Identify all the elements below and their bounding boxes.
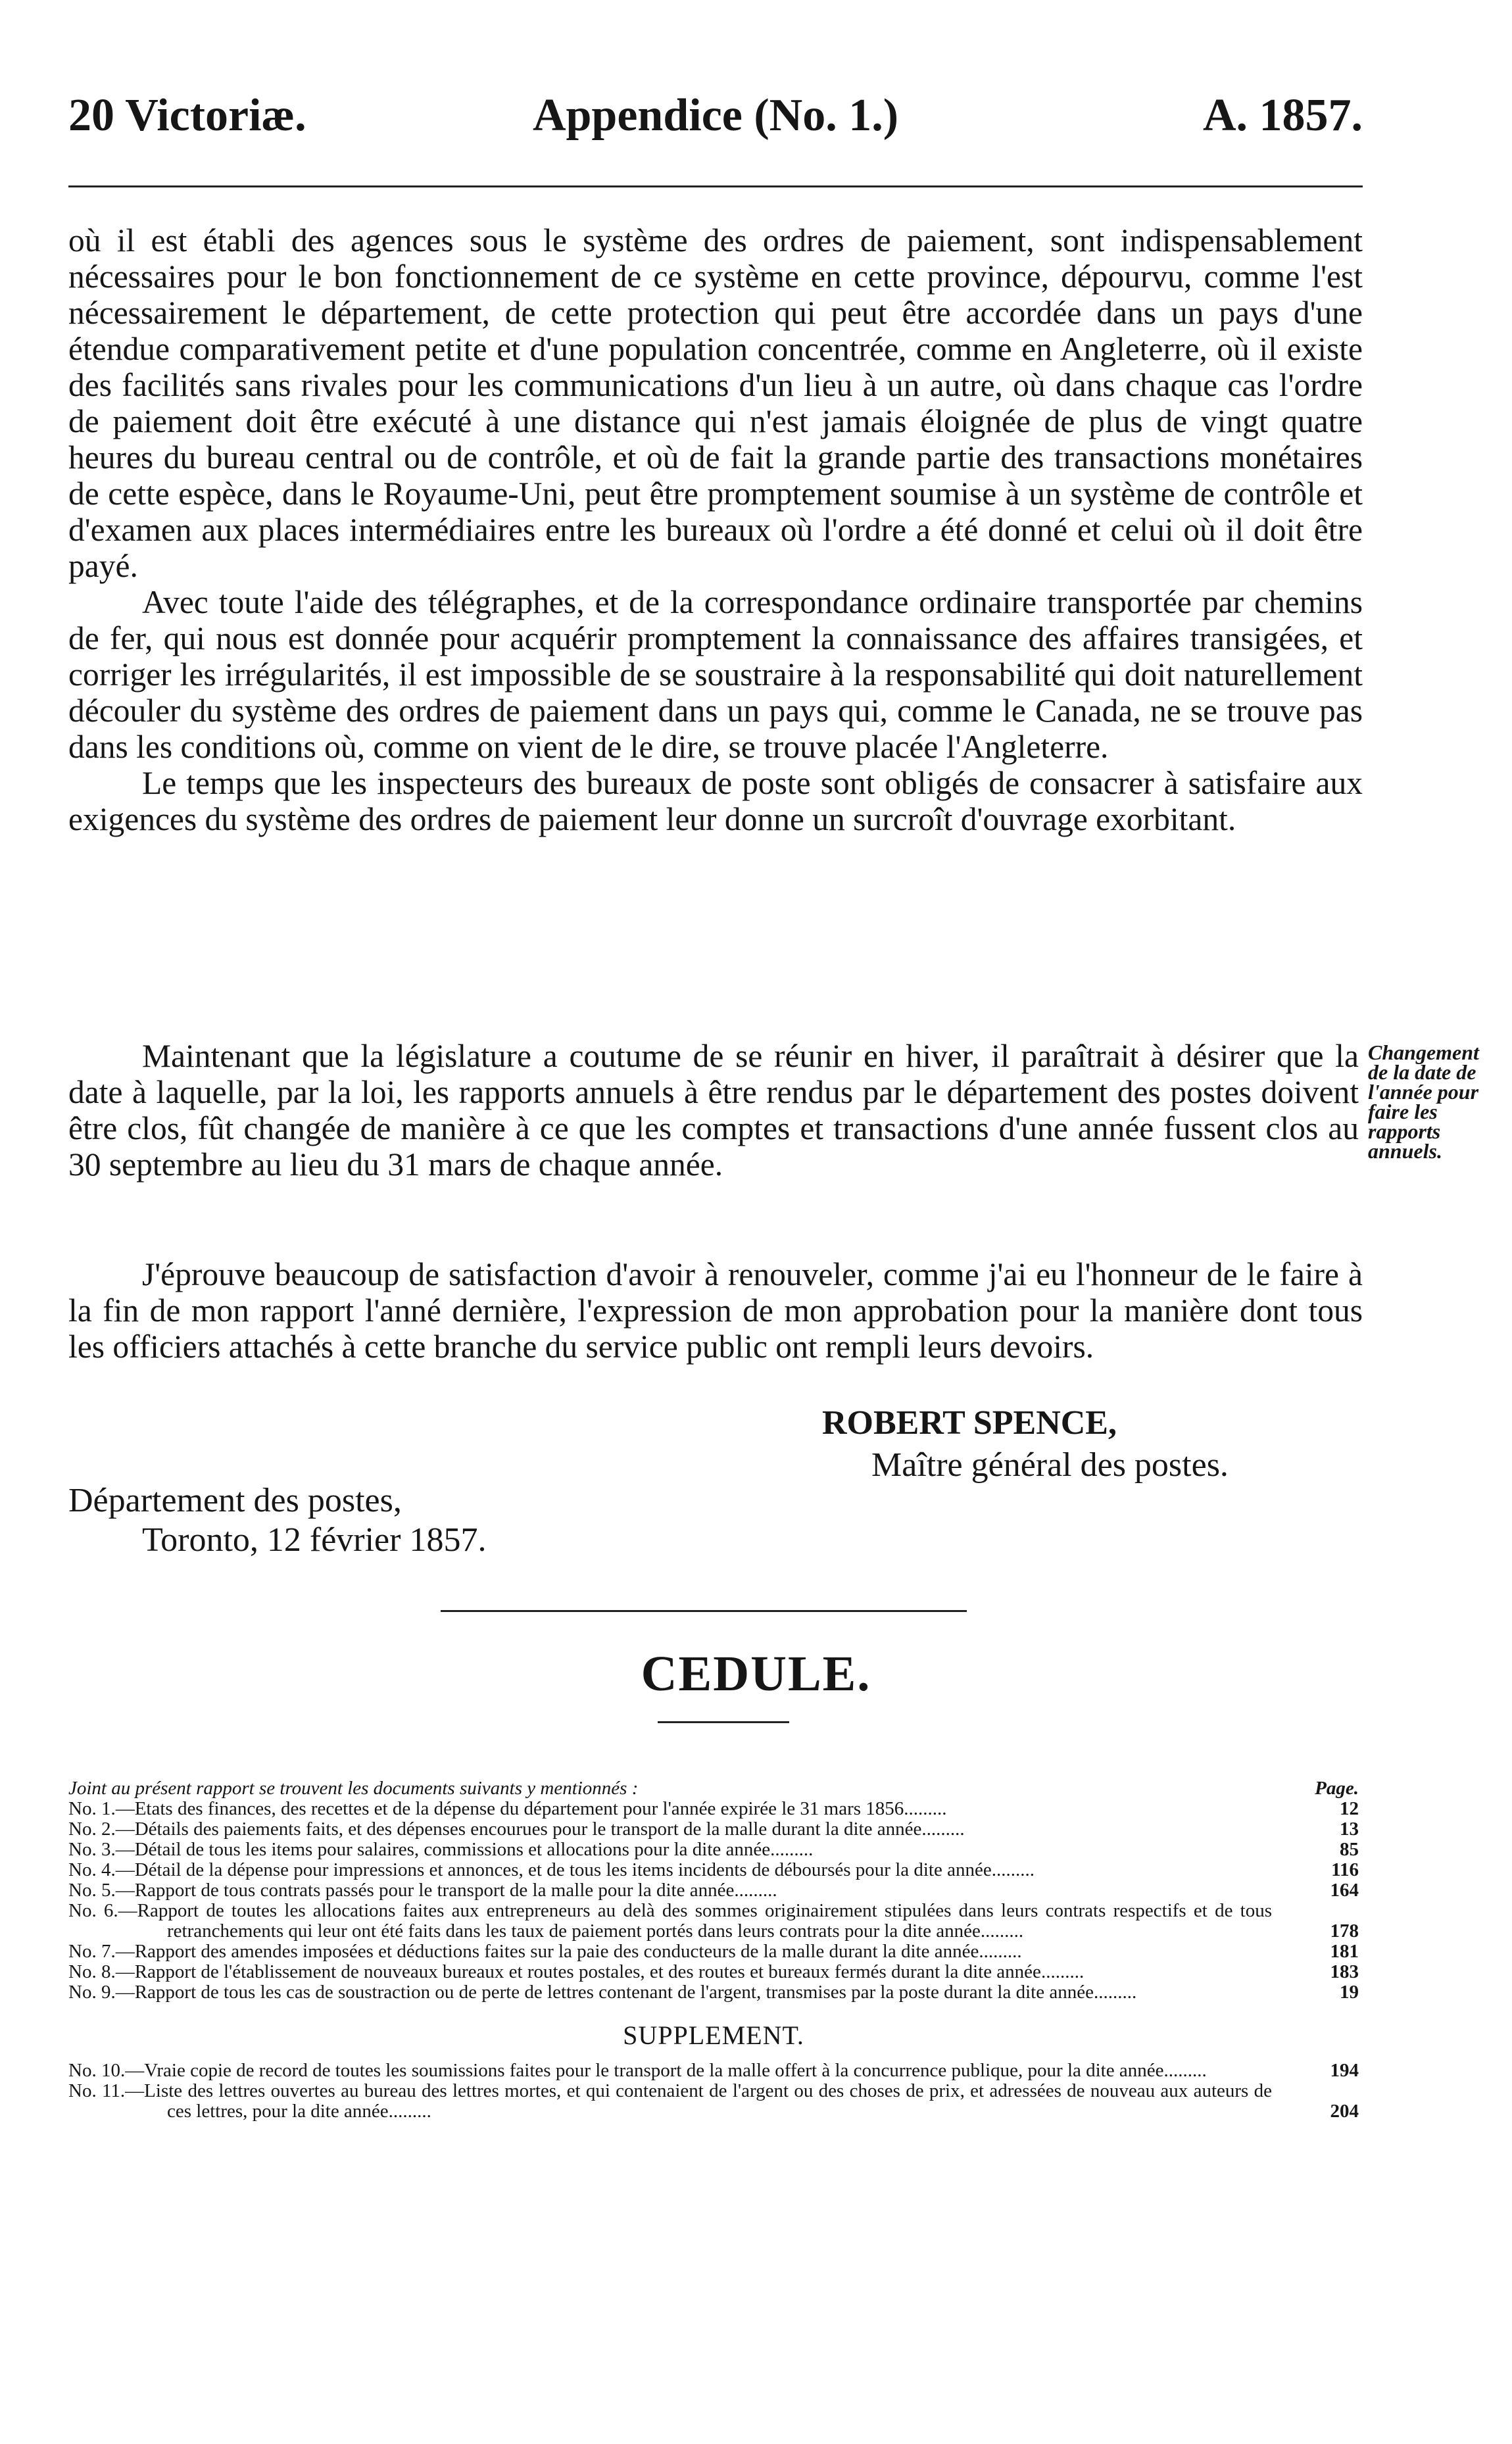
leader-dots: ......... <box>1093 1982 1137 2003</box>
dateline <box>68 1481 726 1560</box>
leader-dots: ......... <box>388 2101 431 2122</box>
cedule-underline <box>658 1721 789 1723</box>
cedule-row-number: No. 9. <box>68 1982 116 2003</box>
cedule-row <box>68 1840 1359 1860</box>
cedule-row-number: No. 6. <box>68 1900 118 1921</box>
header-appendix: Appendice (No. 1.) <box>532 90 899 141</box>
cedule-row-text <box>68 1962 1272 1982</box>
cedule-row-number: No. 7. <box>68 1941 116 1962</box>
page-header <box>68 84 1363 147</box>
leader-dots: ......... <box>1040 1961 1085 1982</box>
dateline-department: Département des postes, <box>68 1482 402 1519</box>
paragraph-1: où il est établi des agences sous le système des ordres de paiement, sont indispensablement nécessaires pour le bon fonctionnement de ce système en cette province, dépourvu, comme l'est nécessairement le département, de cette protection qui peut être accordée dans un pays d'une étendue comparativement petite et d'une population concentrée, comme en Angleterre, où il existe des facilités sans rivales pour les communications d'un lieu à un autre, où dans chaque cas l'ordre de paiement doit être exécuté à une distance qui n'est jamais éloignée de plus de vingt quatre heures du bureau central ou de contrôle, et où de fait la grande partie des transactions monétaires de cette espèce, dans le Royaume-Uni, peut être promptement soumise à un système de contrôle et d'examen aux places intermédiaires entre les bureaux où l'ordre a été donné et celui où il doit être payé. <box>68 222 1363 584</box>
leader-dots: ......... <box>980 1920 1024 1942</box>
header-session: 20 Victoriæ. <box>68 90 306 141</box>
cedule-row-number: No. 5. <box>68 1880 116 1901</box>
cedule-intro: Joint au présent rapport se trouvent les documents suivants y mentionnés : <box>68 1778 639 1799</box>
cedule-row-number: No. 11. <box>68 2080 126 2101</box>
cedule-row-page: 85 <box>1340 1839 1359 1860</box>
cedule-row-description: —Etats des finances, des recettes et de la dépense du département pour l'année expirée le 31 mars 1856 <box>115 1798 904 1819</box>
cedule-row-number: No. 1. <box>68 1798 116 1819</box>
body-block-2 <box>68 1038 1359 1183</box>
cedule-row-page: 194 <box>1330 2060 1359 2081</box>
cedule-title: CEDULE. <box>641 1646 871 1701</box>
cedule-row-description: —Rapport de tous les cas de soustraction ou de perte de lettres contenant de l'argent, transmises par la poste durant la dite année <box>115 1982 1094 2003</box>
cedule-row-description: —Vraie copie de record de toutes les soumissions faites pour le transport de la malle offert à la concurrence publique, pour la dite année <box>125 2060 1164 2081</box>
cedule-page-heading: Page. <box>1315 1778 1359 1799</box>
cedule-row-text <box>68 2081 1272 2122</box>
leader-dots: ......... <box>1163 2060 1207 2081</box>
margin-note: Changement de la date de l'année pour faire les rapports annuels. <box>1368 1040 1479 1163</box>
cedule-row-text <box>68 2061 1272 2081</box>
cedule-row-description: —Rapport de l'établissement de nouveaux bureaux et routes postales, et des routes et bureaux fermés durant la dite année <box>115 1961 1041 1982</box>
cedule-row-text <box>68 1942 1272 1962</box>
leader-dots: ......... <box>921 1819 965 1840</box>
header-year: A. 1857. <box>1202 90 1363 141</box>
body-block-1 <box>68 222 1363 837</box>
signature-name: ROBERT SPENCE, <box>822 1404 1117 1442</box>
cedule-list <box>68 1778 1359 2122</box>
paragraph-4: Maintenant que la législature a coutume de se réunir en hiver, il paraîtrait à désirer que la date à laquelle, par la loi, les rapports annuels à être rendus par le département des postes doivent être clos, fût changée de manière à ce que les comptes et transactions d'une année fussent clos au 30 septembre au lieu du 31 mars de chaque année. <box>68 1038 1359 1183</box>
cedule-row-description: —Détail de la dépense pour impressions et annonces, et de tous les items incidents de déboursés pour la dite année <box>115 1859 992 1880</box>
cedule-row-page: 116 <box>1331 1859 1359 1880</box>
leader-dots: ......... <box>991 1859 1035 1880</box>
cedule-row <box>68 1982 1359 2003</box>
cedule-row-page: 183 <box>1330 1961 1359 1982</box>
cedule-row <box>68 1819 1359 1840</box>
cedule-row-number: No. 8. <box>68 1961 116 1982</box>
cedule-row-page: 12 <box>1340 1798 1359 1819</box>
cedule-row-text <box>68 1799 1272 1819</box>
cedule-row <box>68 2061 1359 2081</box>
cedule-row-number: No. 4. <box>68 1859 116 1880</box>
paragraph-3: Le temps que les inspecteurs des bureaux de poste sont obligés de consacrer à satisfaire aux exigences du système des ordres de paiement leur donne un surcroît d'ouvrage exorbitant. <box>68 765 1363 837</box>
cedule-row-page: 13 <box>1340 1819 1359 1840</box>
dateline-place-date: Toronto, 12 février 1857. <box>142 1521 487 1559</box>
cedule-row-number: No. 10. <box>68 2060 126 2081</box>
cedule-row-text <box>68 1840 1272 1860</box>
cedule-row-page: 178 <box>1330 1920 1359 1942</box>
signature-block <box>822 1402 1361 1486</box>
cedule-row <box>68 1962 1359 1982</box>
cedule-row <box>68 1942 1359 1962</box>
supplement-title: SUPPLEMENT. <box>623 2020 804 2050</box>
body-block-3 <box>68 1256 1363 1365</box>
cedule-row-text <box>68 1819 1272 1840</box>
signature-title: Maître général des postes. <box>871 1446 1229 1484</box>
cedule-row-text <box>68 1860 1272 1880</box>
header-rule <box>68 185 1363 187</box>
cedule-row-text <box>68 1982 1272 2003</box>
cedule-row-number: No. 2. <box>68 1819 116 1840</box>
cedule-row <box>68 1860 1359 1880</box>
cedule-row <box>68 1799 1359 1819</box>
cedule-row-text <box>68 1901 1272 1942</box>
cedule-items <box>68 1799 1359 2003</box>
supplement-items <box>68 2061 1359 2122</box>
cedule-row <box>68 2081 1359 2122</box>
cedule-row-page: 19 <box>1340 1982 1359 2003</box>
cedule-row-description: —Détail de tous les items pour salaires, commissions et allocations pour la dite année <box>115 1839 771 1860</box>
cedule-row-description: —Liste des lettres ouvertes au bureau des lettres mortes, et qui contenaient de l'argent ou des choses de prix, et adressées de nouveau aux auteurs de ces lettres, pour la dite année <box>125 2080 1272 2122</box>
leader-dots: ......... <box>904 1798 947 1819</box>
leader-dots: ......... <box>770 1839 814 1860</box>
cedule-row-description: —Rapport de tous contrats passés pour le transport de la malle pour la dite année <box>115 1880 735 1901</box>
paragraph-2: Avec toute l'aide des télégraphes, et de la correspondance ordinaire transportée par chemins de fer, qui nous est donnée pour acquérir promptement la connaissance des affaires transigées, et corriger les irrégularités, il est impossible de se soustraire à la responsabilité qui doit naturellement découler du système des ordres de paiement dans un pays qui, comme le Canada, ne se trouve pas dans les conditions où, comme on vient de le dire, se trouve placée l'Angleterre. <box>68 584 1363 765</box>
leader-dots: ......... <box>734 1880 777 1901</box>
cedule-row-description: —Rapport des amendes imposées et déductions faites sur la paie des conducteurs de la malle durant la dite année <box>115 1941 979 1962</box>
cedule-row-page: 164 <box>1330 1880 1359 1901</box>
cedule-row-page: 204 <box>1330 2101 1359 2122</box>
cedule-row <box>68 1880 1359 1901</box>
section-rule <box>441 1610 967 1612</box>
cedule-row-description: —Détails des paiements faits, et des dépenses encourues pour le transport de la malle durant la dite année <box>115 1819 922 1840</box>
cedule-row-text <box>68 1880 1272 1901</box>
leader-dots: ......... <box>979 1941 1022 1962</box>
cedule-row-description: —Rapport de toutes les allocations faites aux entrepreneurs au delà des sommes originairement stipulées dans leurs contrats respectifs et de tous retranchements qui leur ont été faits dans les taux de paiement portés dans leurs contrats pour la dite année <box>118 1900 1273 1942</box>
cedule-intro-row <box>68 1778 1359 1799</box>
paragraph-5: J'éprouve beaucoup de satisfaction d'avoir à renouveler, comme j'ai eu l'honneur de le faire à la fin de mon rapport l'anné dernière, l'expression de mon approbation pour la manière dont tous les officiers attachés à cette branche du service public ont rempli leurs devoirs. <box>68 1256 1363 1365</box>
cedule-row <box>68 1901 1359 1942</box>
cedule-row-page: 181 <box>1330 1941 1359 1962</box>
cedule-row-number: No. 3. <box>68 1839 116 1860</box>
